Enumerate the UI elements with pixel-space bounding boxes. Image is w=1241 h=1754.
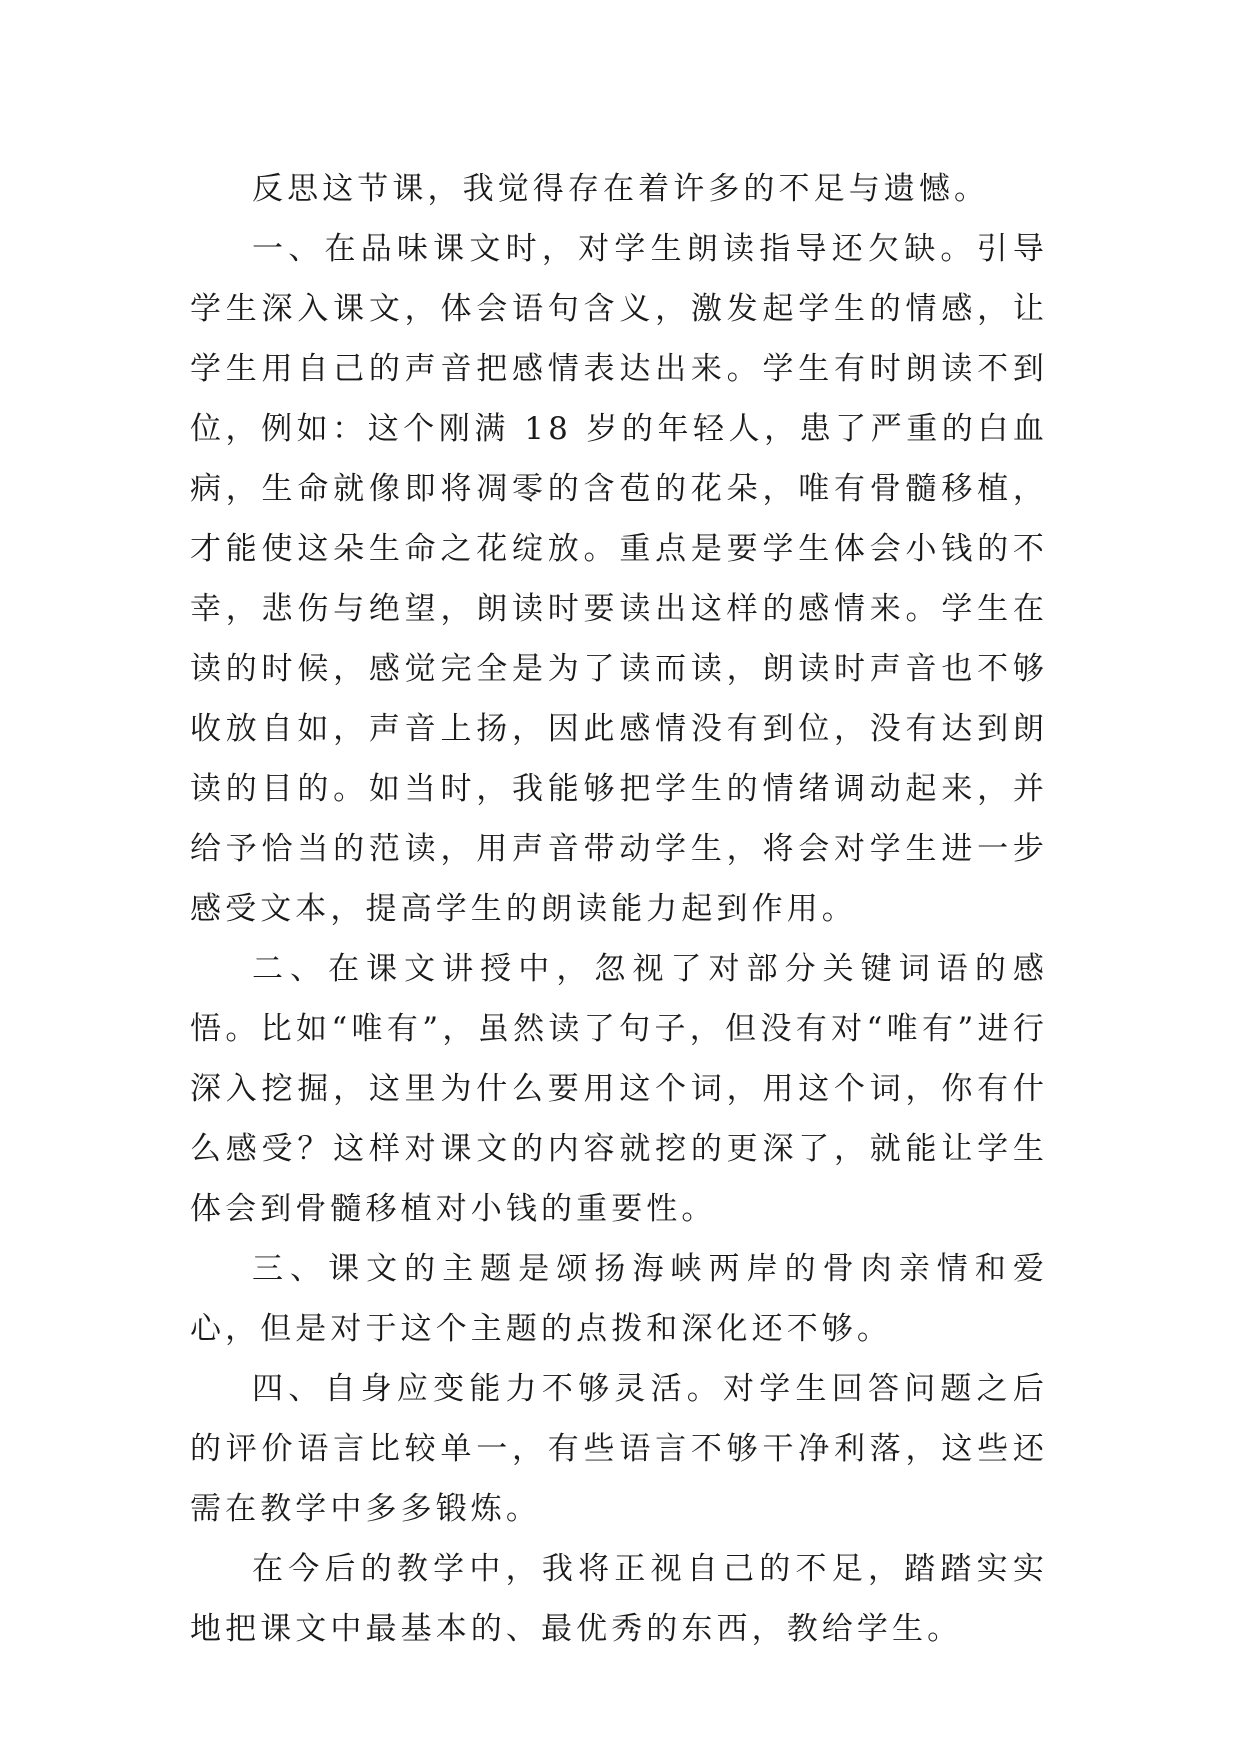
paragraph-conclusion: 在今后的教学中，我将正视自己的不足，踏踏实实地把课文中最基本的、最优秀的东西，教给学生。	[190, 1551, 1048, 1647]
paragraph-point-two: 二、在课文讲授中，忽视了对部分关键词语的感悟。比如“唯有”，虽然读了句子，但没有对“唯有”进行深入挖掘，这里为什么要用这个词，用这个词，你有什么感受？这样对课文的内容就挖的更深了，就能让学生体会到骨髓移植对小钱的重要性。	[190, 951, 1048, 1227]
paragraph-point-one: 一、在品味课文时，对学生朗读指导还欠缺。引导学生深入课文，体会语句含义，激发起学生的情感，让学生用自己的声音把感情表达出来。学生有时朗读不到位，例如：这个刚满 18 岁的年轻人，患了严重的白血病，生命就像即将凋零的含苞的花朵，唯有骨髓移植，才能使这朵生命之花绽放。重点是要学生体会小钱的不幸，悲伤与绝望，朗读时要读出这样的感情来。学生在读的时候，感觉完全是为了读而读，朗读时声音也不够收放自如，声音上扬，因此感情没有到位，没有达到朗读的目的。如当时，我能够把学生的情绪调动起来，并给予恰当的范读，用声音带动学生，将会对学生进一步感受文本，提高学生的朗读能力起到作用。	[190, 231, 1048, 927]
paragraph-point-three: 三、课文的主题是颂扬海峡两岸的骨肉亲情和爱心，但是对于这个主题的点拨和深化还不够。	[190, 1251, 1048, 1347]
document-body	[190, 159, 1048, 1659]
paragraph-point-four: 四、自身应变能力不够灵活。对学生回答问题之后的评价语言比较单一，有些语言不够干净利落，这些还需在教学中多多锻炼。	[190, 1371, 1048, 1527]
paragraph-intro: 反思这节课，我觉得存在着许多的不足与遗憾。	[252, 171, 990, 207]
